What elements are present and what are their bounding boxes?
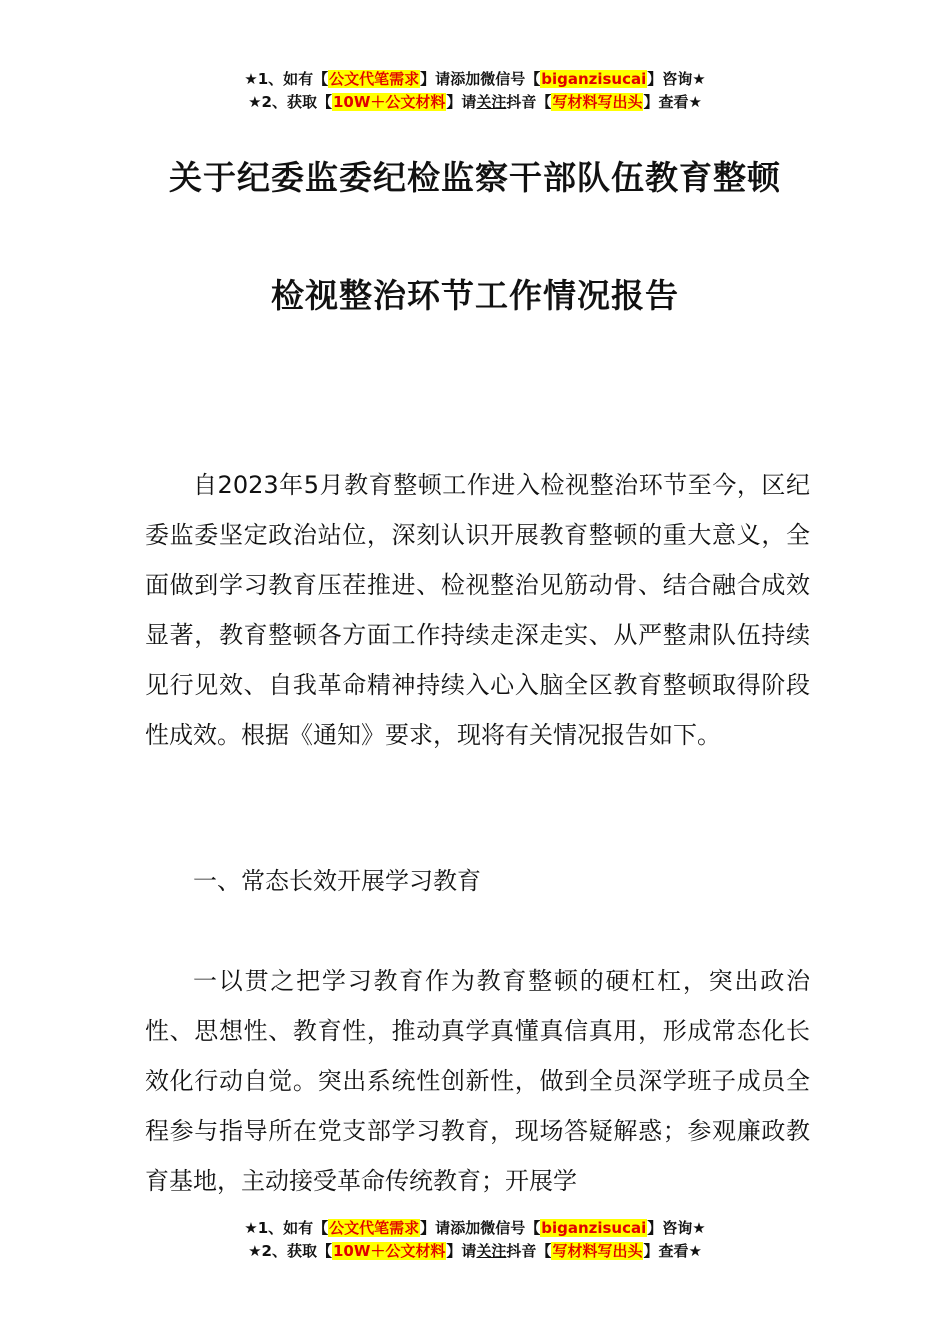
banner-highlight: biganzisucai	[541, 70, 647, 88]
section-heading: 一、常态长效开展学习教育	[193, 867, 481, 895]
banner-line-1	[0, 1217, 950, 1240]
banner-emphasis: 关注	[476, 93, 507, 111]
banner-highlight: 10W＋公文材料	[332, 93, 446, 111]
banner-text: 】请	[446, 1242, 477, 1260]
banner-text: 】请	[446, 93, 477, 111]
intro-paragraph: 自2023年5月教育整顿工作进入检视整治环节至今，区纪委监委坚定政治站位，深刻认识开展教育整顿的重大意义，全面做到学习教育压茬推进、检视整治见筋动骨、结合融合成效显著，教育整顿各方面工作持续走深走实、从严整肃队伍持续见行见效、自我革命精神持续入心入脑全区教育整顿取得阶段性成效。根据《通知》要求，现将有关情况报告如下。	[145, 471, 810, 749]
banner-text: 】查看★	[643, 93, 702, 111]
banner-text: ★2、获取【	[248, 1242, 332, 1260]
banner-line-2	[0, 1240, 950, 1263]
banner-text: 微信号【	[480, 1219, 541, 1237]
document-title-line-2: 检视整治环节工作情况报告	[271, 276, 679, 315]
banner-line-2	[0, 91, 950, 114]
banner-highlight: 10W＋公文材料	[332, 1242, 446, 1260]
banner-text: 】查看★	[643, 1242, 702, 1260]
banner-highlight: 公文代笔需求	[329, 70, 420, 88]
banner-text: ★1、如有【	[244, 1219, 329, 1237]
banner-highlight: 写材料写出头	[552, 1242, 643, 1260]
footer-banner	[0, 1217, 950, 1263]
banner-text: 微信号【	[480, 70, 541, 88]
banner-text: 】请	[420, 70, 451, 88]
banner-highlight: biganzisucai	[541, 1219, 647, 1237]
banner-highlight: 公文代笔需求	[329, 1219, 420, 1237]
banner-text: 】咨询★	[647, 1219, 706, 1237]
banner-emphasis: 添加	[450, 70, 481, 88]
banner-text: 】咨询★	[647, 70, 706, 88]
banner-text: 抖音【	[506, 93, 552, 111]
section-paragraph: 一以贯之把学习教育作为教育整顿的硬杠杠，突出政治性、思想性、教育性，推动真学真懂真信真用，形成常态化长效化行动自觉。突出系统性创新性，做到全员深学班子成员全程参与指导所在党支部学习教育，现场答疑解惑；参观廉政教育基地，主动接受革命传统教育；开展学	[145, 967, 810, 1195]
banner-line-1	[0, 68, 950, 91]
banner-emphasis: 关注	[476, 1242, 507, 1260]
banner-highlight: 写材料写出头	[552, 93, 643, 111]
banner-text: 】请	[420, 1219, 451, 1237]
banner-emphasis: 添加	[450, 1219, 481, 1237]
banner-text: ★1、如有【	[244, 70, 329, 88]
document-title-line-1: 关于纪委监委纪检监察干部队伍教育整顿	[169, 158, 781, 197]
header-banner	[0, 68, 950, 114]
banner-text: ★2、获取【	[248, 93, 332, 111]
banner-text: 抖音【	[506, 1242, 552, 1260]
